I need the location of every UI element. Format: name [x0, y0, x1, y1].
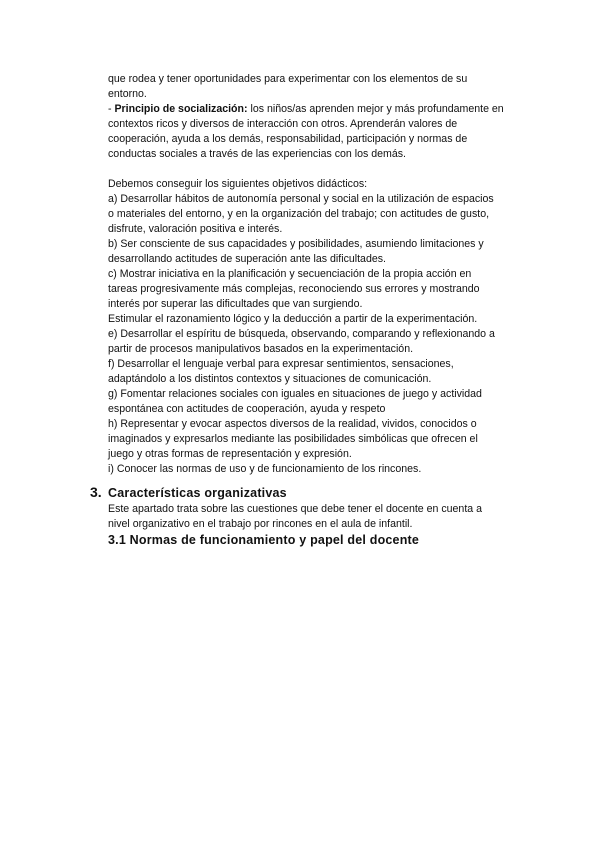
objective-line: espontánea con actitudes de cooperación, ayuda y respeto: [108, 403, 386, 415]
section-heading: [90, 484, 530, 502]
body-text: [108, 72, 528, 477]
objective-line: Estimular el razonamiento lógico y la deducción a partir de la experimentación.: [108, 313, 478, 325]
principle-label: Principio de socialización:: [114, 103, 248, 115]
objective-line: i) Conocer las normas de uso y de funcionamiento de los rincones.: [108, 463, 422, 475]
section-body: [108, 502, 530, 532]
objective-line: desarrollando actitudes de superación ante las dificultades.: [108, 253, 386, 265]
objective-line: a) Desarrollar hábitos de autonomía personal y social en la utilización de espacios: [108, 193, 494, 205]
objective-line: juego y otras formas de representación y expresión.: [108, 448, 352, 460]
section-title: Características organizativas: [108, 486, 287, 500]
principle-text: los niños/as aprenden mejor y más profundamente en: [247, 103, 504, 115]
objective-line: adaptándolo a los distintos contextos y situaciones de comunicación.: [108, 373, 432, 385]
objective-line: e) Desarrollar el espíritu de búsqueda, observando, comparando y reflexionando a: [108, 328, 495, 340]
objective-line: partir de procesos manipulativos basados en la experimentación.: [108, 343, 414, 355]
objective-line: g) Fomentar relaciones sociales con iguales en situaciones de juego y actividad: [108, 388, 482, 400]
subsection-title: 3.1 Normas de funcionamiento y papel del docente: [108, 533, 420, 547]
paragraph-gap: [108, 162, 528, 177]
text-line: nivel organizativo en el trabajo por rincones en el aula de infantil.: [108, 518, 413, 530]
objectives-intro: Debemos conseguir los siguientes objetivos didácticos:: [108, 178, 368, 190]
objective-line: b) Ser consciente de sus capacidades y posibilidades, asumiendo limitaciones y: [108, 238, 484, 250]
text-line: cooperación, ayuda a los demás, responsabilidad, participación y normas de: [108, 133, 468, 145]
objective-line: f) Desarrollar el lenguaje verbal para expresar sentimientos, sensaciones,: [108, 358, 454, 370]
principle-line: [108, 102, 528, 117]
text-line: contextos ricos y diversos de interacción con otros. Aprenderán valores de: [108, 118, 458, 130]
objective-line: tareas progresivamente más complejas, reconociendo sus errores y mostrando: [108, 283, 480, 295]
section-3: [90, 484, 530, 549]
objective-line: c) Mostrar iniciativa en la planificación y secuenciación de la propia acción en: [108, 268, 472, 280]
objective-line: disfrute, valoración positiva e interés.: [108, 223, 283, 235]
text-line: entorno.: [108, 88, 147, 100]
objective-line: interés por superar las dificultades que van surgiendo.: [108, 298, 363, 310]
objective-line: h) Representar y evocar aspectos diversos de la realidad, vividos, conocidos o: [108, 418, 477, 430]
text-line: conductas sociales a través de las experiencias con los demás.: [108, 148, 406, 160]
text-line: Este apartado trata sobre las cuestiones que debe tener el docente en cuenta a: [108, 503, 482, 515]
objective-line: imaginados y expresarlos mediante las posibilidades simbólicas que ofrecen el: [108, 433, 478, 445]
section-number: 3.: [90, 484, 102, 500]
objective-line: o materiales del entorno, y en la organización del trabajo; con actitudes de gusto,: [108, 208, 490, 220]
text-line: que rodea y tener oportunidades para experimentar con los elementos de su: [108, 73, 468, 85]
principle-prefix: -: [108, 103, 115, 115]
